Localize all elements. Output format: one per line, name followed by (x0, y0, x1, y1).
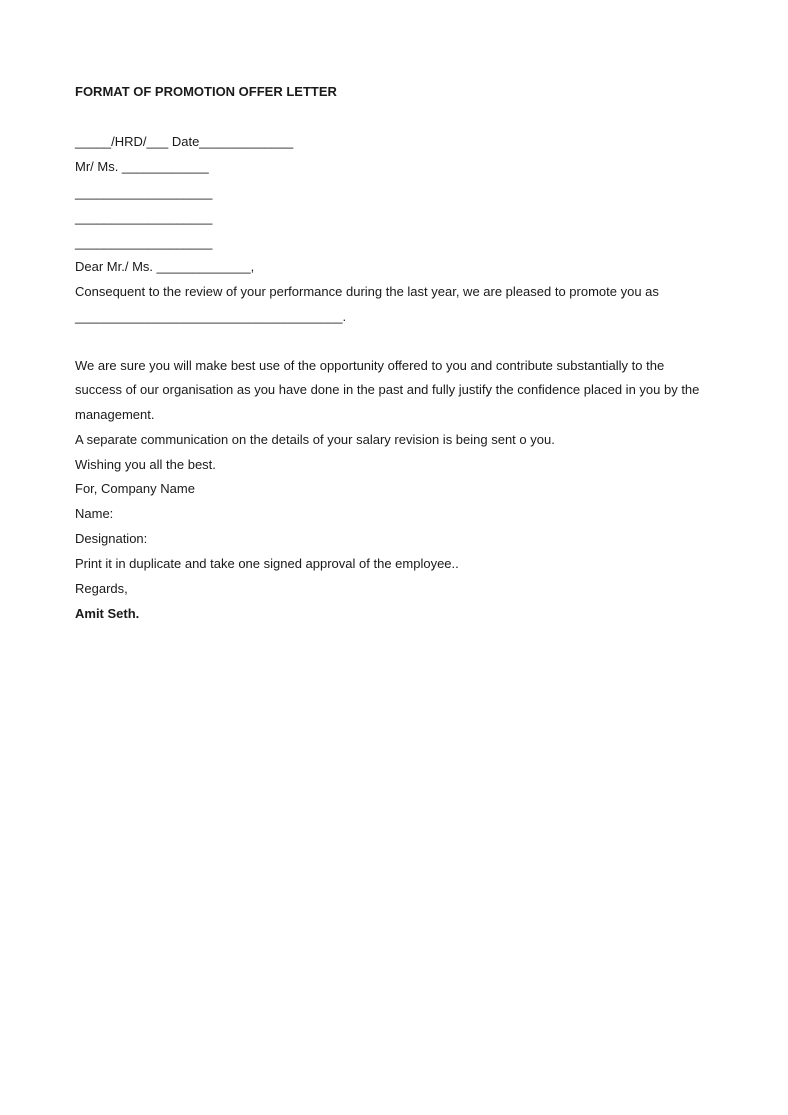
promotion-paragraph: Consequent to the review of your performance during the last year, we are pleased to promote you as (75, 284, 659, 299)
opportunity-paragraph: management. (75, 407, 155, 422)
wishes: Wishing you all the best. (75, 457, 216, 472)
address-line: ___________________ (75, 185, 213, 200)
salutation: Dear Mr./ Ms. _____________, (75, 259, 255, 274)
address-line: ___________________ (75, 235, 213, 250)
salary-note: A separate communication on the details of your salary revision is being sent o you. (75, 432, 555, 447)
opportunity-paragraph: We are sure you will make best use of the opportunity offered to you and contribute substantially to the (75, 358, 665, 373)
addressee-line: Mr/ Ms. ____________ (75, 159, 209, 174)
print-note: Print it in duplicate and take one signed approval of the employee.. (75, 556, 459, 571)
address-line: ___________________ (75, 210, 213, 225)
promotion-designation-blank: _____________________________________. (75, 309, 347, 324)
reference-date-line: _____/HRD/___ Date_____________ (75, 134, 294, 149)
for-company: For, Company Name (75, 481, 195, 496)
opportunity-paragraph: success of our organisation as you have done in the past and fully justify the confidence placed in you by the (75, 382, 700, 397)
regards: Regards, (75, 581, 128, 596)
signatory-name: Amit Seth. (75, 606, 140, 621)
designation-label: Designation: (75, 531, 148, 546)
document-title: FORMAT OF PROMOTION OFFER LETTER (75, 84, 337, 99)
name-label: Name: (75, 506, 114, 521)
